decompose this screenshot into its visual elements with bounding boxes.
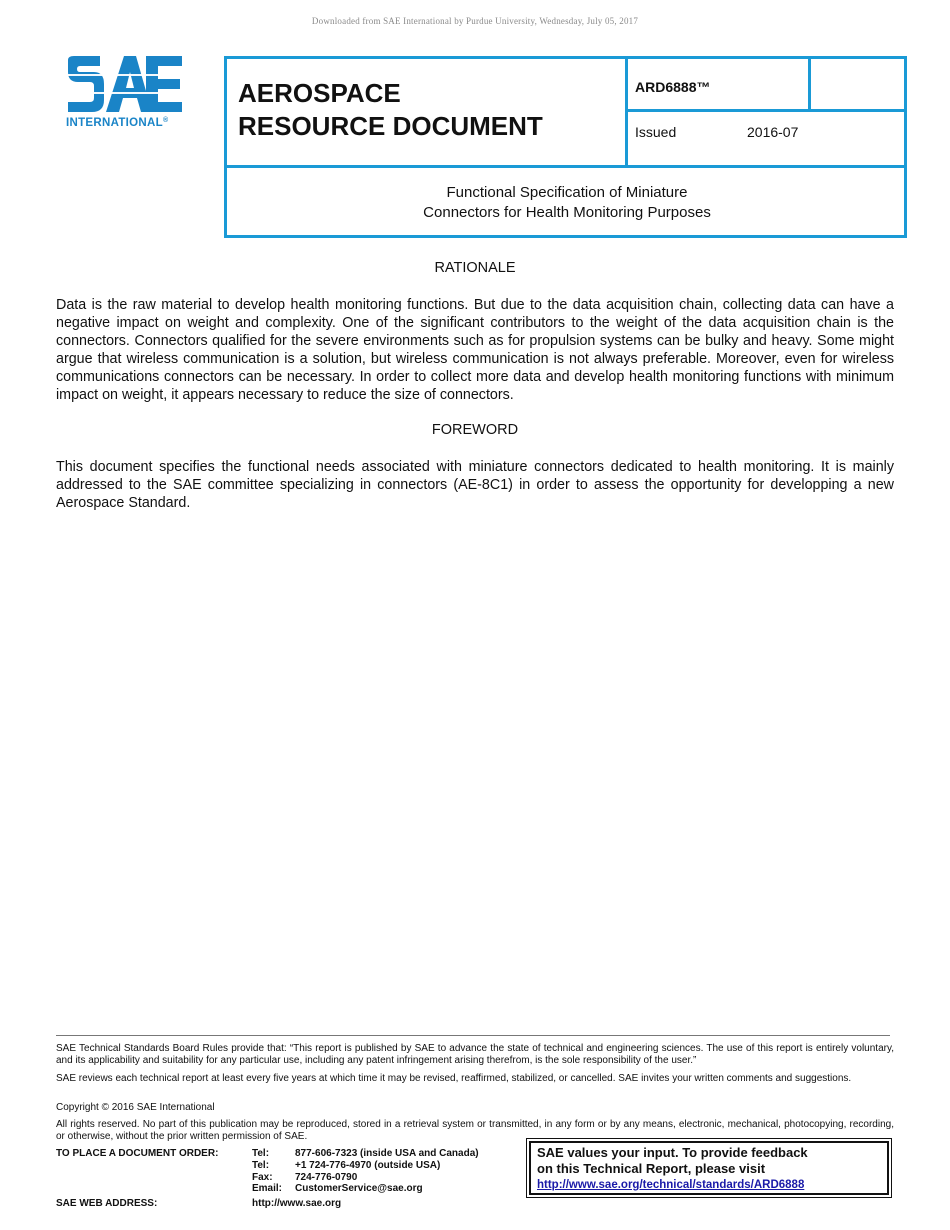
contact-row: Fax: 724-776-0790 bbox=[252, 1171, 358, 1183]
rights-notice: All rights reserved. No part of this publication may be reproduced, stored in a retrieval system or transmitted, in any form or by any means, electronic, mechanical, photocopying, recording, or otherwise, without the prior written permission of SAE. bbox=[56, 1119, 894, 1142]
document-number: ARD6888™ bbox=[635, 79, 711, 95]
logo-subtitle: INTERNATIONAL® bbox=[66, 117, 169, 129]
header-divider bbox=[625, 59, 628, 167]
feedback-text: SAE values your input. To provide feedback bbox=[537, 1145, 808, 1160]
feedback-box bbox=[526, 1138, 892, 1198]
contact-list bbox=[252, 1148, 479, 1195]
header-divider bbox=[625, 109, 907, 112]
issued-date: 2016-07 bbox=[747, 124, 799, 140]
document-header-box bbox=[224, 56, 907, 238]
header-divider bbox=[227, 165, 907, 168]
web-address-label: SAE WEB ADDRESS: bbox=[56, 1198, 158, 1209]
foreword-body: This document specifies the functional needs associated with miniature connectors dedicated to health monitoring. It is mainly addressed to the SAE committee specializing in connectors (AE-8C1) in order to assess the opportunity for developping a new Aerospace Standard. bbox=[56, 459, 894, 511]
issued-label: Issued bbox=[635, 124, 677, 140]
sae-logo bbox=[66, 54, 190, 134]
contact-row: Tel: 877-606-7323 (inside USA and Canada) bbox=[252, 1148, 479, 1159]
download-note: Downloaded from SAE International by Purdue University, Wednesday, July 05, 2017 bbox=[311, 16, 639, 26]
rationale-body: Data is the raw material to develop health monitoring functions. But due to the data acquisition chain, collecting data can have a negative impact on weight and complexity. One of the significant contributors to the weight of the data acquisition chain is the connectors. Connectors qualified for the severe environments such as for propulsion systems can be bulky and heavy. Some might argue that wireless communication is a solution, but wireless communication is not always preferable. Moreover, even for wireless communications connectors can be necessary. In order to collect more data and develop health monitoring functions with minimum impact on weight, it appears necessary to reduce the size of connectors. bbox=[56, 297, 894, 403]
order-label: TO PLACE A DOCUMENT ORDER: bbox=[56, 1148, 219, 1159]
footer-divider bbox=[56, 1035, 890, 1036]
document-title: Functional Specification of Miniature Connectors for Health Monitoring Purposes bbox=[423, 184, 711, 221]
contact-row: Email: CustomerService@sae.org bbox=[252, 1183, 423, 1195]
standards-board-rules: SAE Technical Standards Board Rules provide that: “This report is published by SAE to advance the state of technical and engineering sciences. The use of this report is entirely voluntary, and its applicability and suitability for any particular use, including any patent infringement arising therefrom, is the sole responsibility of the user.” bbox=[56, 1043, 894, 1066]
sae-logo-mark bbox=[66, 54, 184, 114]
feedback-link[interactable]: http://www.sae.org/technical/standards/ARD6888 bbox=[537, 1179, 805, 1191]
review-notice: SAE reviews each technical report at least every five years at which time it may be revised, reaffirmed, stabilized, or cancelled. SAE invites your written comments and suggestions. bbox=[56, 1073, 852, 1084]
feedback-text: on this Technical Report, please visit bbox=[537, 1161, 766, 1176]
header-divider bbox=[808, 59, 811, 109]
foreword-heading: FOREWORD bbox=[431, 422, 519, 438]
contact-row: Tel: +1 724-776-4970 (outside USA) bbox=[252, 1159, 441, 1171]
email-link[interactable]: CustomerService@sae.org bbox=[295, 1183, 423, 1195]
copyright-notice: Copyright © 2016 SAE International bbox=[56, 1102, 215, 1113]
web-address-link[interactable]: http://www.sae.org bbox=[252, 1198, 342, 1209]
rationale-heading: RATIONALE bbox=[434, 260, 516, 276]
document-type: AEROSPACE RESOURCE DOCUMENT bbox=[238, 78, 543, 141]
